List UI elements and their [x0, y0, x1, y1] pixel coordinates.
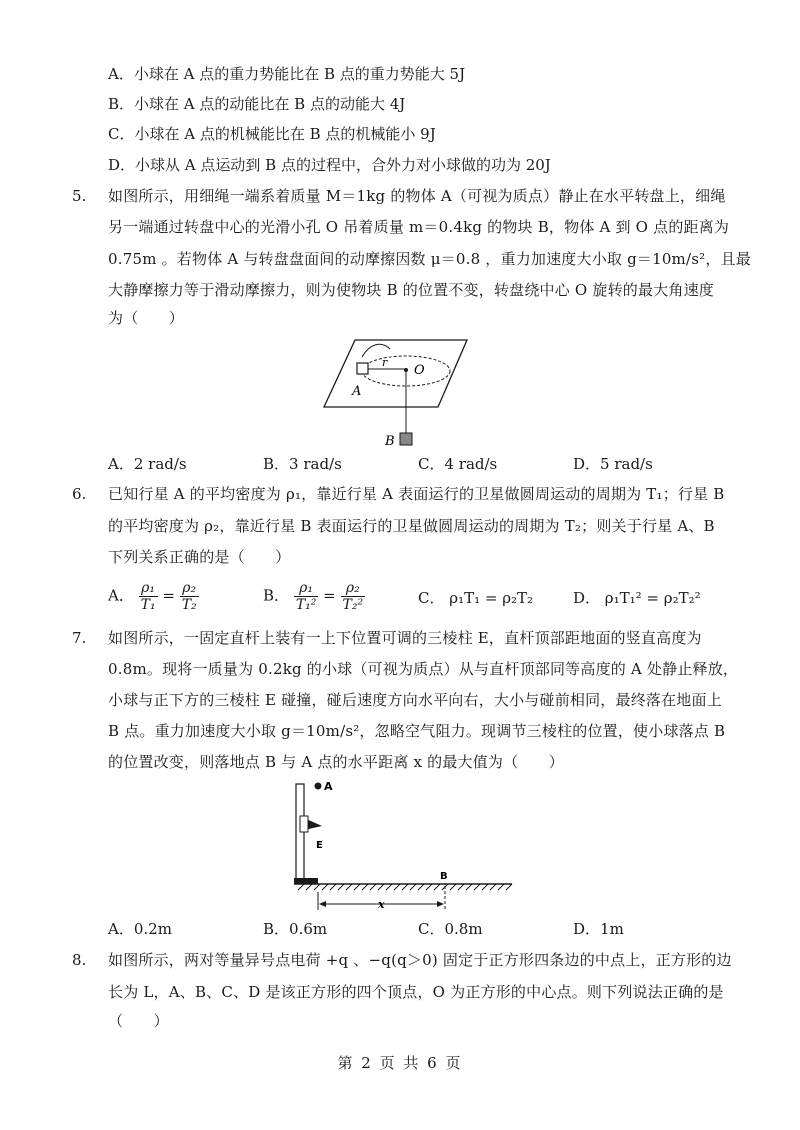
q8-stem-line-3: （ ）	[108, 1012, 169, 1030]
turntable-plate	[324, 340, 467, 407]
q8-stem-line-1: 如图所示，两对等量异号点电荷 +q 、−q(q＞0) 固定于正方形四条边的中点上，正方形的边	[108, 951, 732, 969]
q6-option-b-left-fraction: $\frac{\text{ρ₁}}{\text{T₁²}}$	[295, 580, 317, 613]
q5-number: 5.	[72, 187, 87, 205]
q6-option-d: D． ρ₁T₁² = ρ₂T₂²	[573, 589, 701, 607]
q5-stem-line-1: 如图所示，用细绳一端系着质量 M＝1kg 的物体 A（可视为质点）静止在水平转盘上，细绳	[108, 187, 726, 205]
q7-stem-line-5: 的位置改变，则落地点 B 与 A 点的水平距离 x 的最大值为（ ）	[108, 753, 564, 771]
q5-stem-line-5: 为（ ）	[108, 309, 185, 327]
q5-option-b: B．3 rad/s	[263, 455, 342, 473]
q5-option-c: C．4 rad/s	[418, 455, 498, 473]
label-x: x	[378, 898, 385, 911]
q6-option-a-label: A．	[108, 586, 134, 605]
q5-turntable-figure	[320, 335, 470, 450]
label-b: B	[385, 434, 395, 449]
q6-option-b: B． $\frac{\text{ρ₁}}{\text{T₁²}}$ = $\frac{\text{ρ₂}}{\text{T₂²}}$	[263, 580, 364, 613]
q7-option-b: B．0.6m	[263, 920, 328, 938]
x-arrowhead-right	[437, 901, 444, 907]
q7-stem-line-4: B 点。重力加速度大小取 g＝10m/s²，忽略空气阻力。现调节三棱柱的位置，使小球落点 B	[108, 722, 726, 740]
q4-option-d: D．小球从 A 点运动到 B 点的过程中，合外力对小球做的功为 20J	[108, 156, 551, 174]
center-hole-o	[404, 368, 408, 372]
label-a: A	[352, 384, 362, 399]
q8-stem-line-2: 长为 L，A、B、C、D 是该正方形的四个顶点，O 为正方形的中心点。则下列说法正确的是	[108, 983, 724, 1001]
q4-option-a: A．小球在 A 点的重力势能比在 B 点的重力势能大 5J	[108, 65, 466, 83]
q6-option-c: C． ρ₁T₁ = ρ₂T₂	[418, 589, 534, 607]
x-arrowhead-left	[319, 901, 326, 907]
q7-option-a: A．0.2m	[108, 920, 172, 938]
label-a: A	[324, 780, 333, 793]
ground-hatching	[298, 884, 512, 890]
prism-clamp	[300, 816, 308, 832]
q5-option-a: A．2 rad/s	[108, 455, 187, 473]
q5-stem-line-3: 0.75m 。若物体 A 与转盘盘面间的动摩擦因数 μ＝0.8 ，重力加速度大小取 g＝10m/s²，且最	[108, 250, 751, 268]
label-b: B	[440, 871, 448, 882]
page-footer: 第 2 页 共 6 页	[337, 1054, 463, 1072]
q7-pole-figure	[290, 778, 520, 913]
q6-stem-line-2: 的平均密度为 ρ₂，靠近行星 B 表面运行的卫星做圆周运动的周期为 T₂；则关于行星 A、B	[108, 517, 715, 535]
q6-option-a-left-fraction: $\frac{\text{ρ₁}}{\text{T₁}}$	[140, 580, 156, 613]
q6-option-b-label: B．	[263, 586, 290, 605]
ball-a	[315, 783, 322, 790]
q7-stem-line-1: 如图所示，一固定直杆上装有一上下位置可调的三棱柱 E，直杆顶部距地面的竖直高度为	[108, 629, 702, 647]
q5-option-d: D．5 rad/s	[573, 455, 653, 473]
q6-stem-line-3: 下列关系正确的是（ ）	[108, 548, 291, 566]
q7-number: 7.	[72, 629, 87, 647]
q4-option-b: B．小球在 A 点的动能比在 B 点的动能大 4J	[108, 95, 406, 113]
q6-option-b-right-fraction: $\frac{\text{ρ₂}}{\text{T₂²}}$	[342, 580, 364, 613]
label-o: O	[414, 363, 425, 378]
q6-number: 6.	[72, 485, 87, 503]
q7-stem-line-3: 小球与正下方的三棱柱 E 碰撞，碰后速度方向水平向右，大小与碰前相同，最终落在地面上	[108, 691, 722, 709]
q5-stem-line-2: 另一端通过转盘中心的光滑小孔 O 吊着质量 m＝0.4kg 的物块 B，物体 A 到 O 点的距离为	[108, 218, 730, 236]
object-b-block	[400, 433, 412, 445]
q5-stem-line-4: 大静摩擦力等于滑动摩擦力，则为使物块 B 的位置不变，转盘绕中心 O 旋转的最大角速度	[108, 281, 714, 299]
q6-option-a: A． $\frac{\text{ρ₁}}{\text{T₁}}$ = $\frac{\text{ρ₂}}{\text{T₂}}$	[108, 580, 197, 613]
q6-stem-line-1: 已知行星 A 的平均密度为 ρ₁，靠近行星 A 表面运行的卫星做圆周运动的周期为 T₁；行星 B	[108, 485, 725, 503]
q8-number: 8.	[72, 951, 87, 969]
q7-stem-line-2: 0.8m。现将一质量为 0.2kg 的小球（可视为质点）从与直杆顶部同等高度的 A 处静止释放，	[108, 660, 739, 678]
object-a-block	[357, 363, 368, 374]
label-r: r	[382, 356, 388, 369]
q7-option-c: C．0.8m	[418, 920, 483, 938]
q6-option-a-right-fraction: $\frac{\text{ρ₂}}{\text{T₂}}$	[181, 580, 197, 613]
q7-option-d: D．1m	[573, 920, 624, 938]
q4-option-c: C．小球在 A 点的机械能比在 B 点的机械能小 9J	[108, 125, 436, 143]
pole-base	[294, 878, 318, 884]
label-e: E	[316, 840, 323, 851]
